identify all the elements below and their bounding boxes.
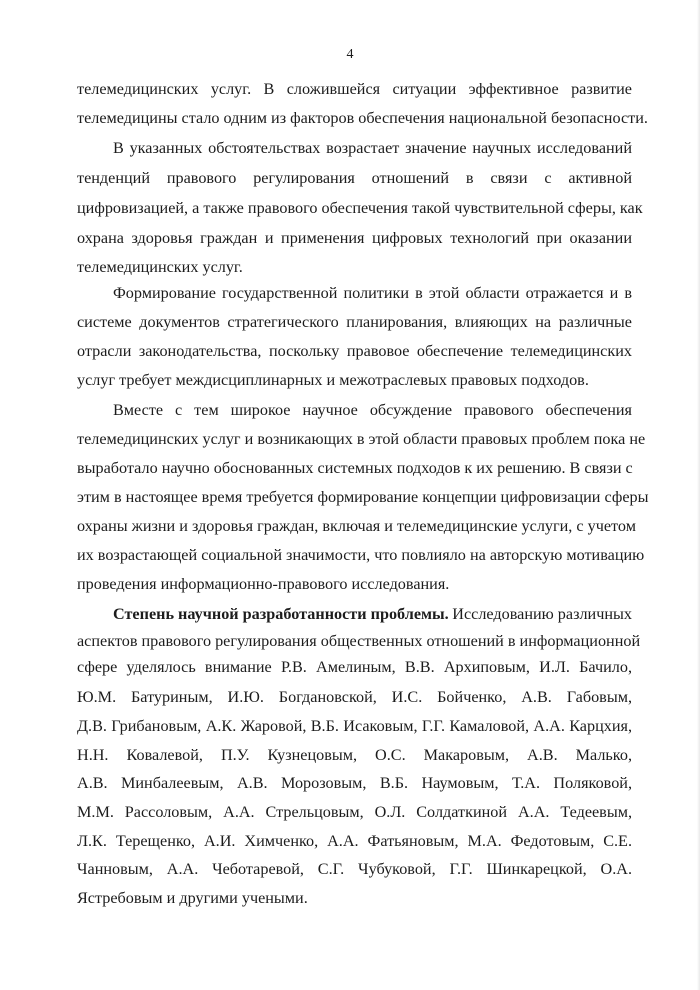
text-line: Н.Н. Ковалевой, П.У. Кузнецовым, О.С. Макаровым, А.В. Малько,: [77, 746, 632, 764]
text-line: Л.К. Терещенко, А.И. Химченко, А.А. Фатьяновым, М.А. Федотовым, С.Е.: [77, 832, 632, 850]
text-line: охрана здоровья граждан и применения цифровых технологий при оказании: [77, 229, 632, 247]
text-line: этим в настоящее время требуется формирование концепции цифровизации сферы: [77, 488, 649, 506]
text-line: аспектов правового регулирования общественных отношений в информационной: [77, 632, 641, 650]
text-line: проведения информационно-правового исследования.: [77, 575, 450, 593]
text-line: их возрастающей социальной значимости, что повлияло на авторскую мотивацию: [77, 546, 645, 564]
text-line: Чанновым, А.А. Чеботаревой, С.Г. Чубуковой, Г.Г. Шинкарецкой, О.А.: [77, 860, 632, 878]
text-line: телемедицинских услуг. В сложившейся ситуации эффективное развитие: [77, 80, 632, 98]
text-line: Ястребовым и другими учеными.: [77, 889, 308, 907]
text-line: цифровизацией, а также правового обеспечения такой чувствительной сферы, как: [77, 199, 643, 217]
text-line: Ю.М. Батуриным, И.Ю. Богдановской, И.С. Бойченко, А.В. Габовым,: [77, 688, 632, 706]
section-heading: Степень научной разработанности проблемы.: [113, 605, 449, 623]
text-line: сфере уделялось внимание Р.В. Амелиным, В.В. Архиповым, И.Л. Бачило,: [77, 658, 632, 676]
page-number: 4: [346, 47, 354, 62]
text-line: В указанных обстоятельствах возрастает значение научных исследований: [113, 139, 632, 157]
text-line: Вместе с тем широкое научное обсуждение правового обеспечения: [113, 401, 632, 419]
text-line: охраны жизни и здоровья граждан, включая и телемедицинские услуги, с учетом: [77, 517, 636, 535]
text-line: тенденций правового регулирования отношений в связи с активной: [77, 169, 632, 187]
text-line: Д.В. Грибановым, А.К. Жаровой, В.Б. Исаковым, Г.Г. Камаловой, А.А. Карцхия,: [77, 717, 632, 735]
text-line: выработало научно обоснованных системных подходов к их решению. В связи с: [77, 459, 633, 477]
text-line: А.В. Минбалеевым, А.В. Морозовым, В.Б. Наумовым, Т.А. Поляковой,: [77, 774, 632, 792]
text-line: услуг требует междисциплинарных и межотраслевых правовых подходов.: [77, 371, 589, 389]
text-line: отрасли законодательства, поскольку правовое обеспечение телемедицинских: [77, 342, 632, 360]
text-line: телемедицинских услуг.: [77, 258, 243, 276]
text-line: Исследованию различных: [452, 605, 632, 623]
text-line: телемедицинских услуг и возникающих в этой области правовых проблем пока не: [77, 430, 646, 448]
text-line: Формирование государственной политики в этой области отражается и в: [113, 284, 632, 302]
text-line: системе документов стратегического планирования, влияющих на различные: [77, 313, 632, 331]
text-line: телемедицины стало одним из факторов обеспечения национальной безопасности.: [77, 109, 648, 127]
section-first-line: [113, 605, 632, 623]
text-line: М.М. Рассоловым, А.А. Стрельцовым, О.Л. Солдаткиной А.А. Тедеевым,: [77, 803, 632, 821]
